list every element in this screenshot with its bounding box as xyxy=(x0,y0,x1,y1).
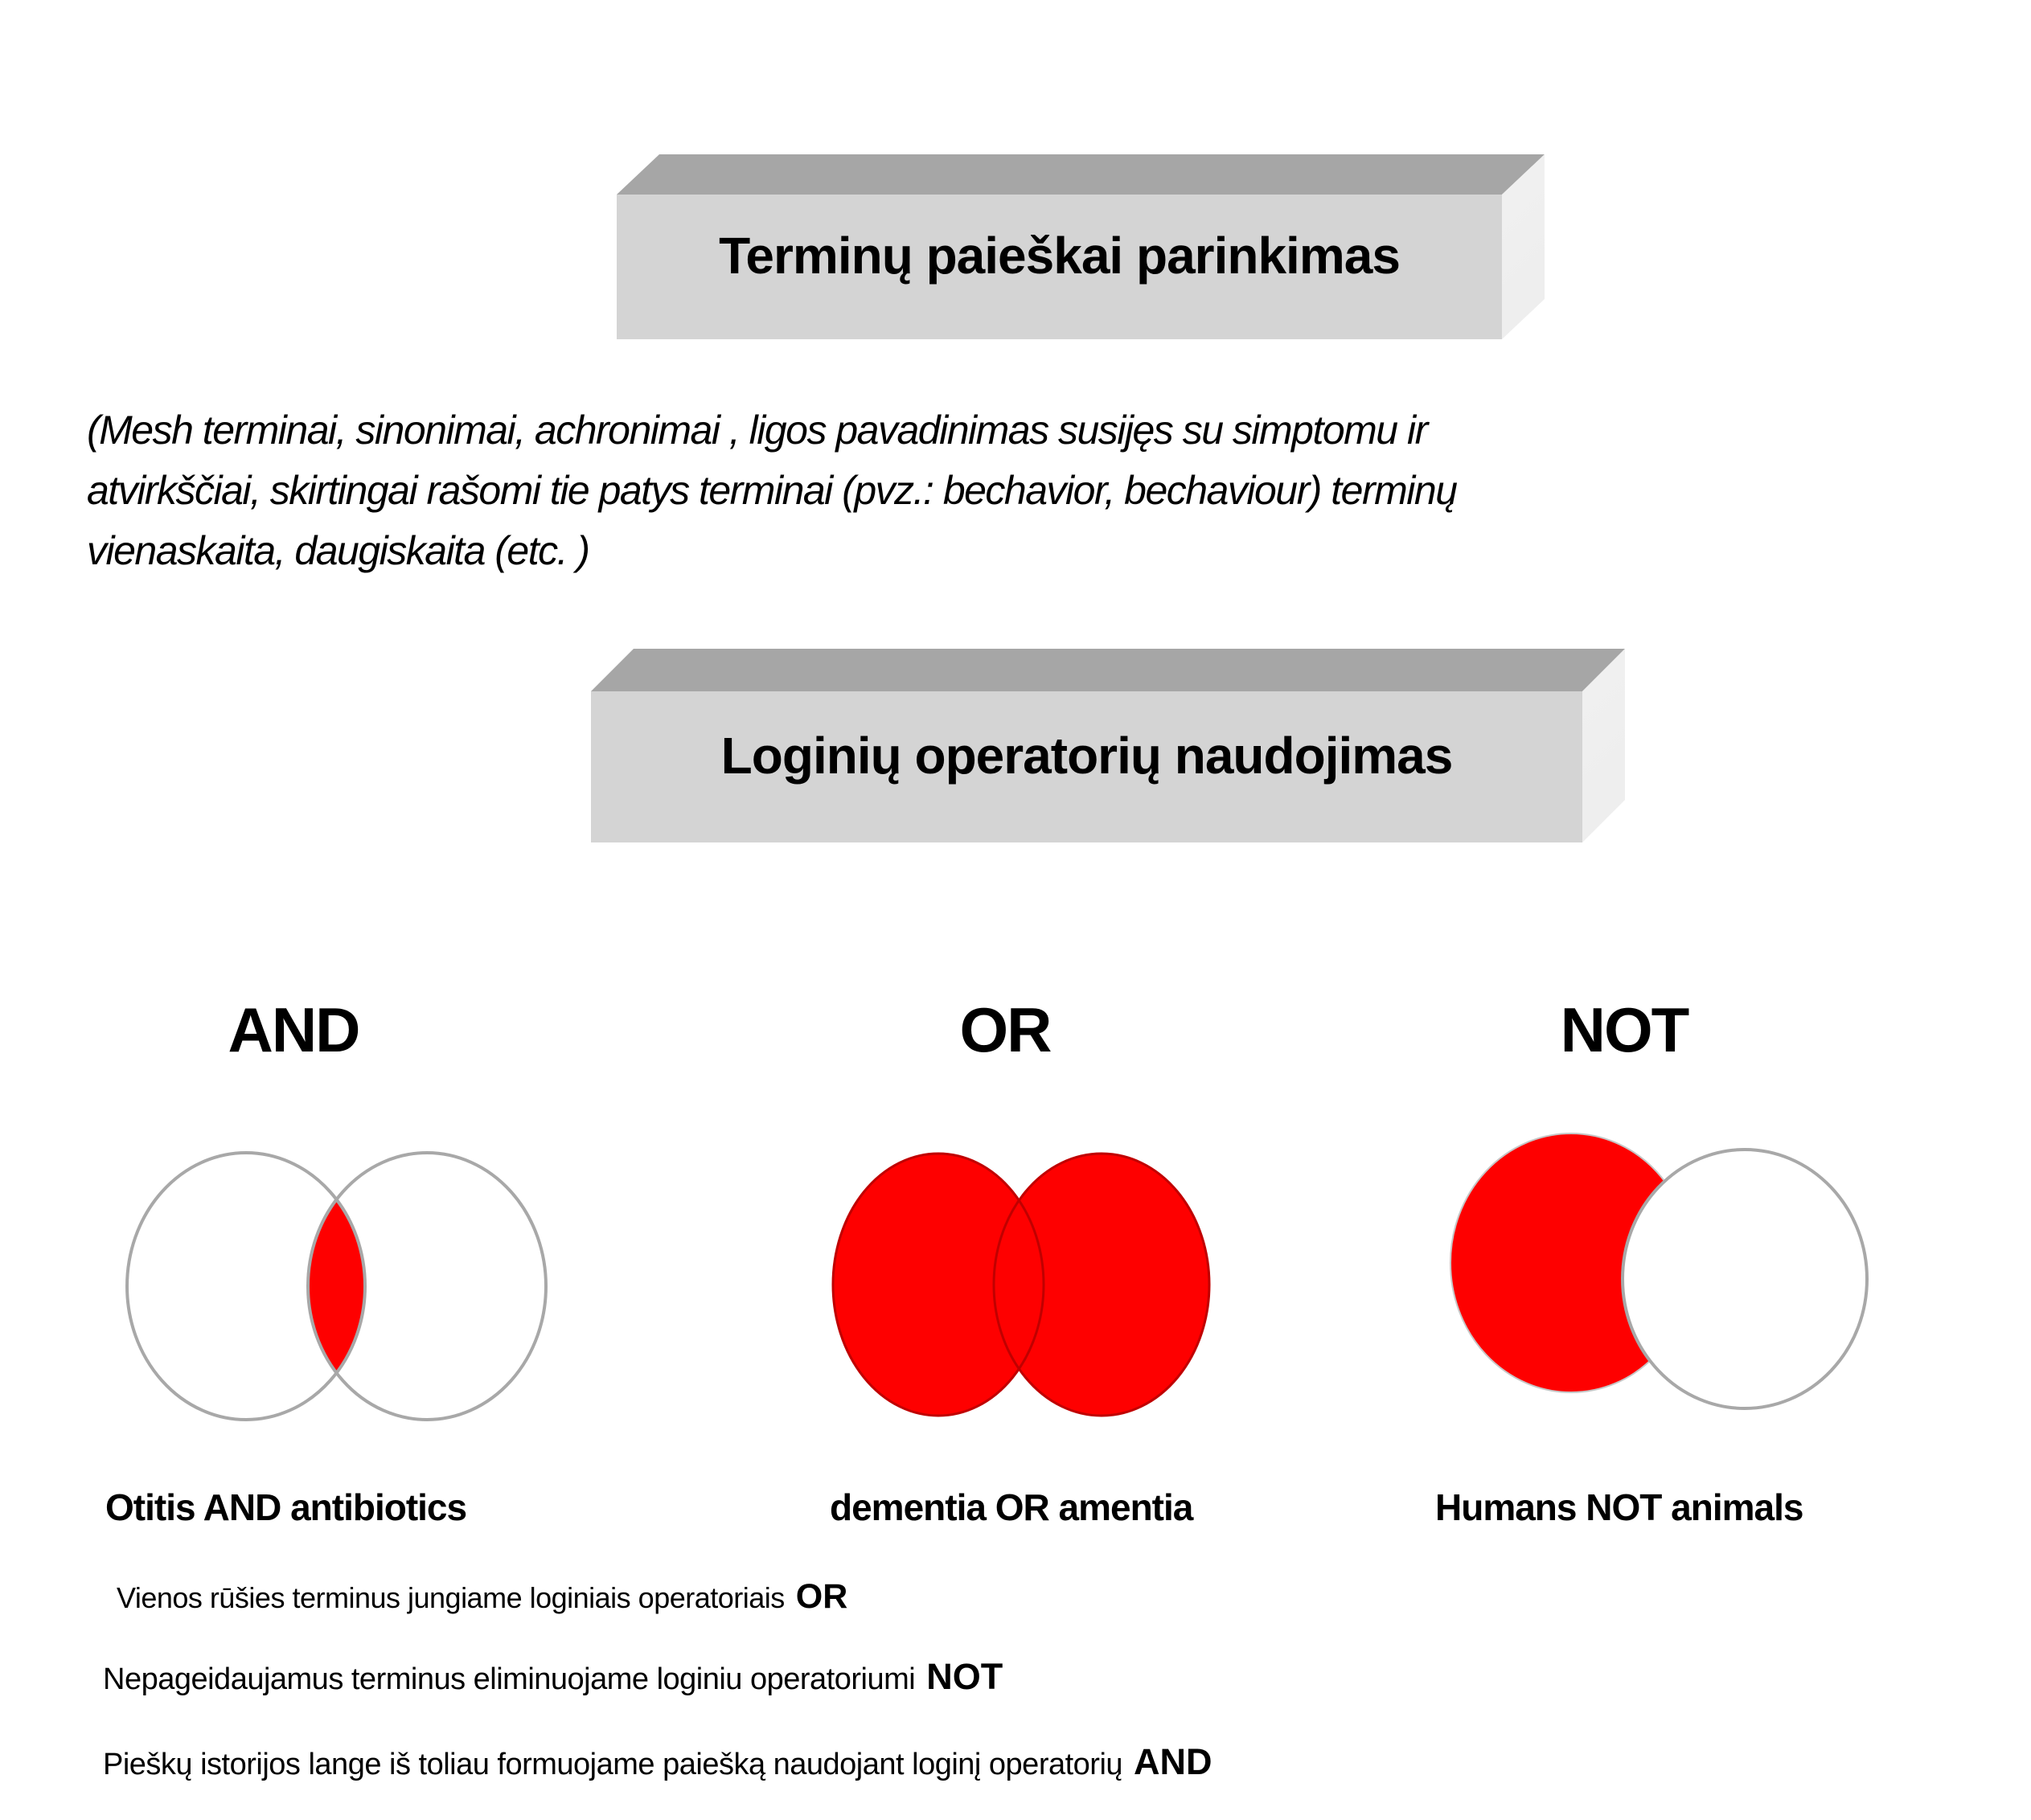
caption-or: dementia OR amentia xyxy=(830,1486,1193,1528)
operators-banner-3d-box xyxy=(591,649,1625,842)
operators-banner-title: Loginių operatorių naudojimas xyxy=(720,727,1453,785)
venn-and-diagram xyxy=(113,1129,551,1455)
note-and-operator: AND xyxy=(1134,1741,1212,1782)
note-or xyxy=(117,1577,847,1617)
note-and xyxy=(103,1741,1212,1783)
note-not xyxy=(103,1656,1003,1698)
note-or-operator: OR xyxy=(795,1577,848,1616)
note-not-operator: NOT xyxy=(926,1656,1003,1697)
terms-banner-3d-box xyxy=(617,154,1545,339)
banner-front-face xyxy=(617,195,1502,339)
operator-label-or: OR xyxy=(959,994,1051,1065)
caption-not: Humans NOT animals xyxy=(1435,1486,1803,1528)
intro-line-2: atvirkščiai, skirtingai rašomi tie patys terminai (pvz.: bechavior, bechaviour) terminų xyxy=(87,468,1457,513)
operator-label-not: NOT xyxy=(1560,994,1688,1065)
note-and-text: Pieškų istorijos lange iš toliau formuojame paiešką naudojant loginį operatorių xyxy=(103,1748,1123,1781)
operator-label-and: AND xyxy=(228,994,359,1065)
venn-or-diagram xyxy=(812,1129,1238,1455)
venn-not-diagram xyxy=(1439,1125,1889,1455)
note-or-text: Vienos rūšies terminus jungiame loginiais operatoriais xyxy=(117,1581,785,1614)
caption-and: Otitis AND antibiotics xyxy=(105,1486,467,1528)
venn-not-right-circle xyxy=(1623,1150,1867,1408)
intro-paragraph xyxy=(87,400,1457,581)
intro-line-1: (Mesh terminai, sinonimai, achronimai , ligos pavadinimas susijęs su simptomu ir xyxy=(87,408,1427,453)
terms-banner-title: Terminų paieškai parinkimas xyxy=(719,227,1400,285)
intro-line-3: vienaskaita, daugiskaita (etc. ) xyxy=(87,528,589,573)
banner-front-face xyxy=(591,691,1582,842)
note-not-text: Nepageidaujamus terminus eliminuojame loginiu operatoriumi xyxy=(103,1662,916,1696)
